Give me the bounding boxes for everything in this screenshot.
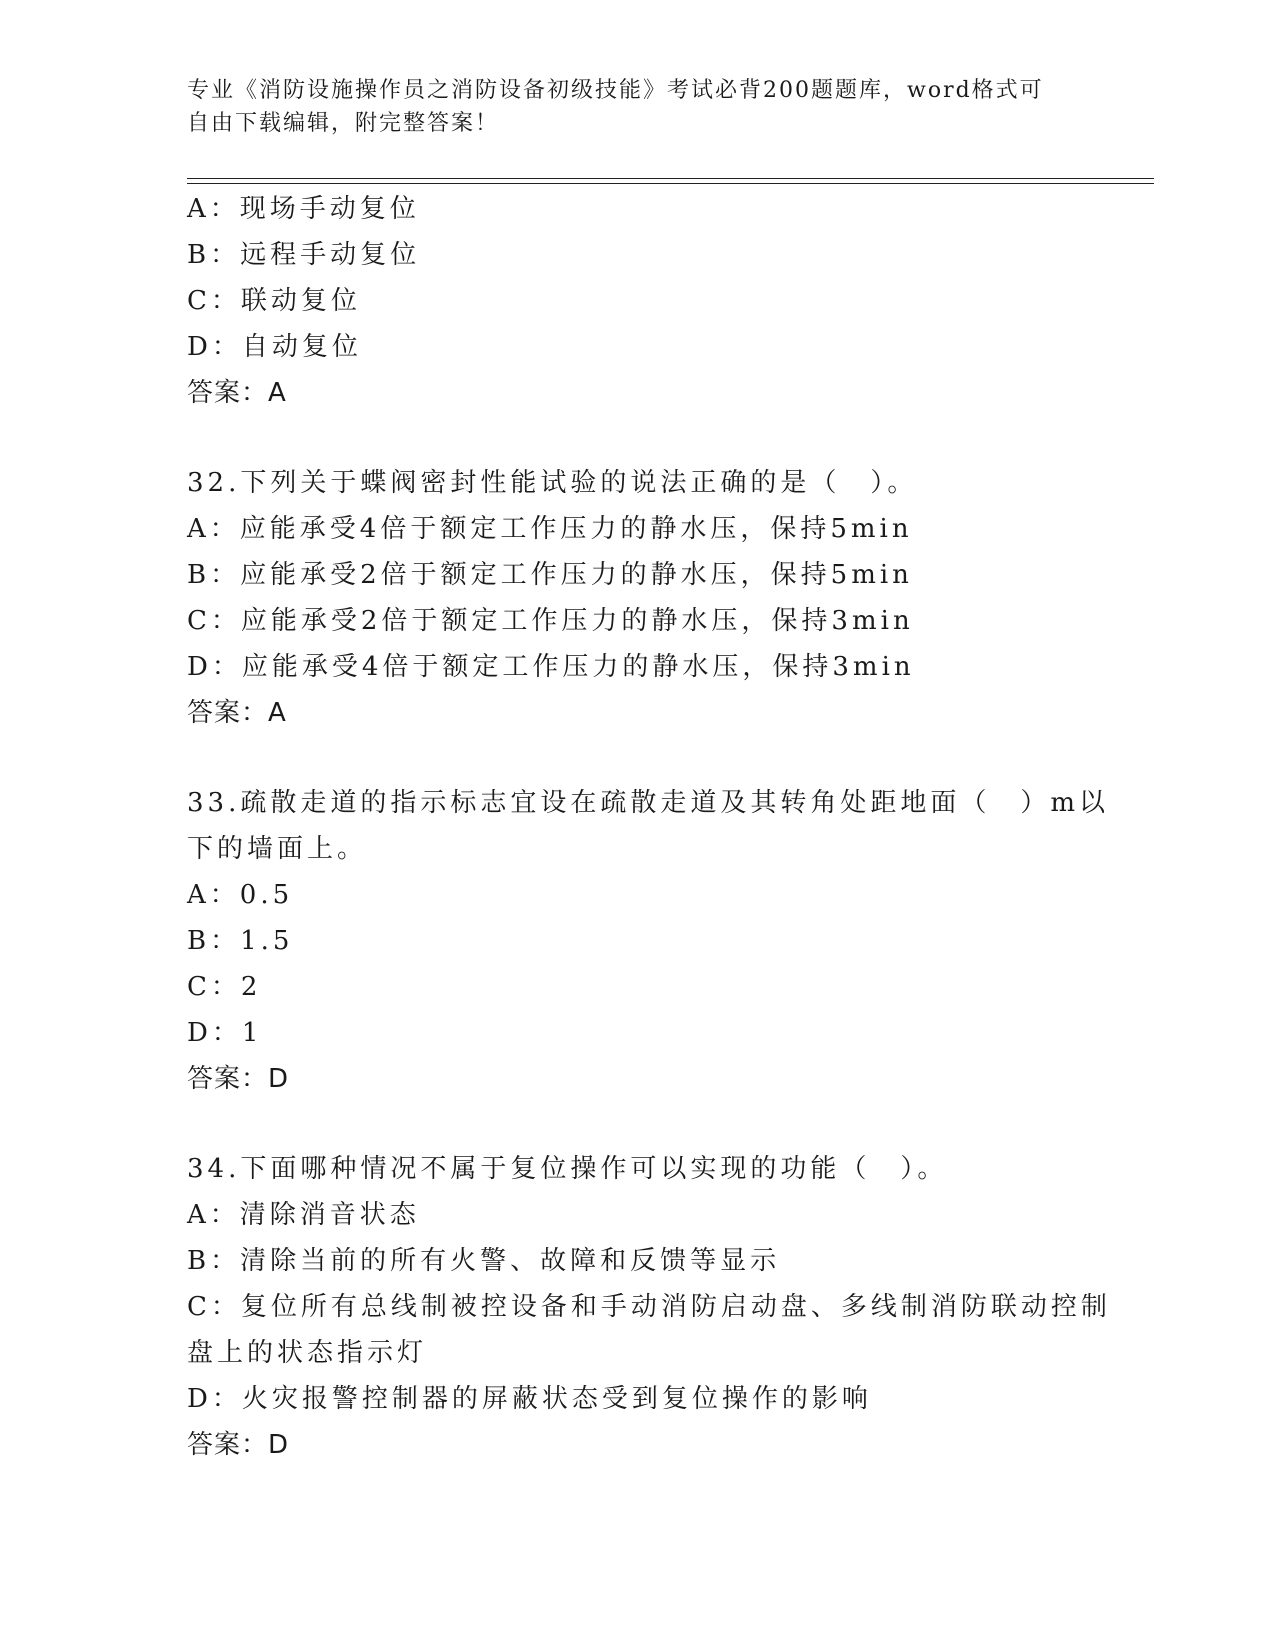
question-stem: 34.下面哪种情况不属于复位操作可以实现的功能（ ）。: [187, 1154, 948, 1184]
option-d: D：自动复位: [187, 332, 362, 362]
option-c: C：2: [187, 972, 262, 1002]
option-a: A：0.5: [187, 880, 294, 910]
header-rule-top: [187, 178, 1154, 179]
option-a: A：现场手动复位: [187, 194, 420, 224]
option-c-line-2: 盘上的状态指示灯: [187, 1338, 428, 1368]
document-header: [187, 74, 1067, 140]
question-stem-line-2: 下的墙面上。: [187, 834, 368, 864]
option-b: B：应能承受2倍于额定工作压力的静水压，保持5min: [187, 560, 913, 590]
answer: 答案：D: [187, 1064, 290, 1094]
option-d: D：1: [187, 1018, 263, 1048]
header-rule-bottom: [187, 183, 1154, 184]
option-a: A：清除消音状态: [187, 1200, 420, 1230]
option-d: D：火灾报警控制器的屏蔽状态受到复位操作的影响: [187, 1384, 872, 1414]
question-stem-line-1: 33.疏散走道的指示标志宜设在疏散走道及其转角处距地面（ ）m以: [187, 788, 1110, 818]
option-b: B：1.5: [187, 926, 294, 956]
question-31: [187, 186, 1087, 416]
question-33: [187, 780, 1110, 1102]
option-c: C：联动复位: [187, 286, 361, 316]
option-b: B：清除当前的所有火警、故障和反馈等显示: [187, 1246, 781, 1276]
question-32: [187, 460, 1087, 736]
question-stem: 32.下列关于蝶阀密封性能试验的说法正确的是（ ）。: [187, 468, 918, 498]
answer: 答案：A: [187, 698, 287, 728]
answer: 答案：A: [187, 378, 287, 408]
question-list: [187, 186, 1111, 1468]
option-b: B：远程手动复位: [187, 240, 421, 270]
option-c: C：应能承受2倍于额定工作压力的静水压，保持3min: [187, 606, 914, 636]
header-line-2: 自由下载编辑，附完整答案！: [187, 111, 500, 136]
answer: 答案：D: [187, 1430, 290, 1460]
option-d: D：应能承受4倍于额定工作压力的静水压，保持3min: [187, 652, 915, 682]
header-line-1: 专业《消防设施操作员之消防设备初级技能》考试必背200题题库，word格式可: [187, 78, 1044, 103]
question-34: [187, 1146, 1111, 1468]
option-c-line-1: C：复位所有总线制被控设备和手动消防启动盘、多线制消防联动控制: [187, 1292, 1111, 1322]
option-a: A：应能承受4倍于额定工作压力的静水压，保持5min: [187, 514, 913, 544]
